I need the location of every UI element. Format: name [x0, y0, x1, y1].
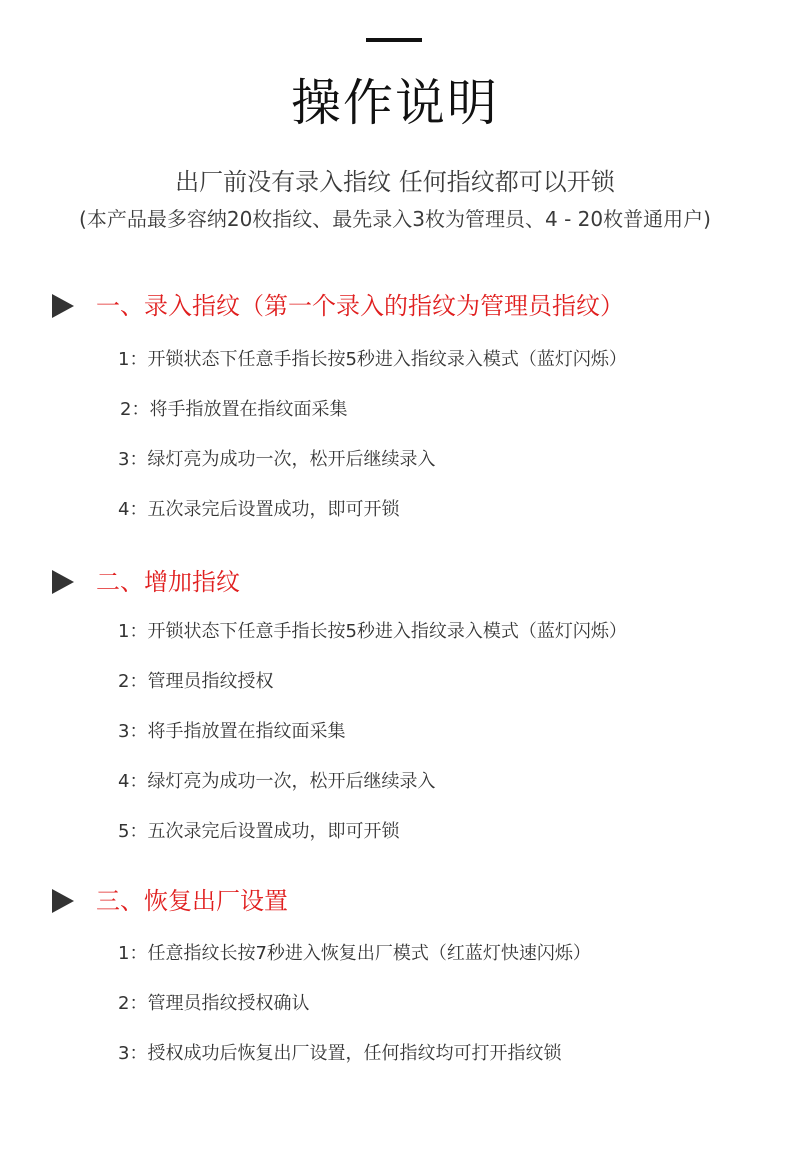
top-divider-bar	[366, 38, 422, 42]
step-item: 2：将手指放置在指纹面采集	[120, 399, 348, 420]
section-factory-reset	[52, 883, 288, 919]
step-item: 4：五次录完后设置成功，即可开锁	[118, 499, 400, 520]
capacity-note: (本产品最多容纳20枚指纹、最先录入3枚为管理员、4 - 20枚普通用户)	[79, 207, 711, 231]
play-triangle-icon	[52, 294, 74, 318]
step-item: 1：开锁状态下任意手指长按5秒进入指纹录入模式（蓝灯闪烁）	[118, 621, 627, 642]
section-title: 一、录入指纹（第一个录入的指纹为管理员指纹）	[96, 292, 624, 320]
step-item: 3：绿灯亮为成功一次，松开后继续录入	[118, 449, 436, 470]
section-enroll-fingerprint	[52, 288, 624, 324]
page-subtitle: 出厂前没有录入指纹 任何指纹都可以开锁	[175, 168, 615, 196]
page-title: 操作说明	[291, 74, 499, 132]
step-item: 3：将手指放置在指纹面采集	[118, 721, 346, 742]
step-item: 4：绿灯亮为成功一次，松开后继续录入	[118, 771, 436, 792]
section-add-fingerprint	[52, 564, 240, 600]
step-item: 2：管理员指纹授权	[118, 671, 274, 692]
play-triangle-icon	[52, 570, 74, 594]
play-triangle-icon	[52, 889, 74, 913]
step-item: 3：授权成功后恢复出厂设置，任何指纹均可打开指纹锁	[118, 1043, 562, 1064]
step-item: 5：五次录完后设置成功，即可开锁	[118, 821, 400, 842]
step-item: 1：开锁状态下任意手指长按5秒进入指纹录入模式（蓝灯闪烁）	[118, 349, 627, 370]
step-item: 1：任意指纹长按7秒进入恢复出厂模式（红蓝灯快速闪烁）	[118, 943, 591, 964]
step-item: 2：管理员指纹授权确认	[118, 993, 310, 1014]
section-title: 三、恢复出厂设置	[96, 887, 288, 915]
section-title: 二、增加指纹	[96, 568, 240, 596]
